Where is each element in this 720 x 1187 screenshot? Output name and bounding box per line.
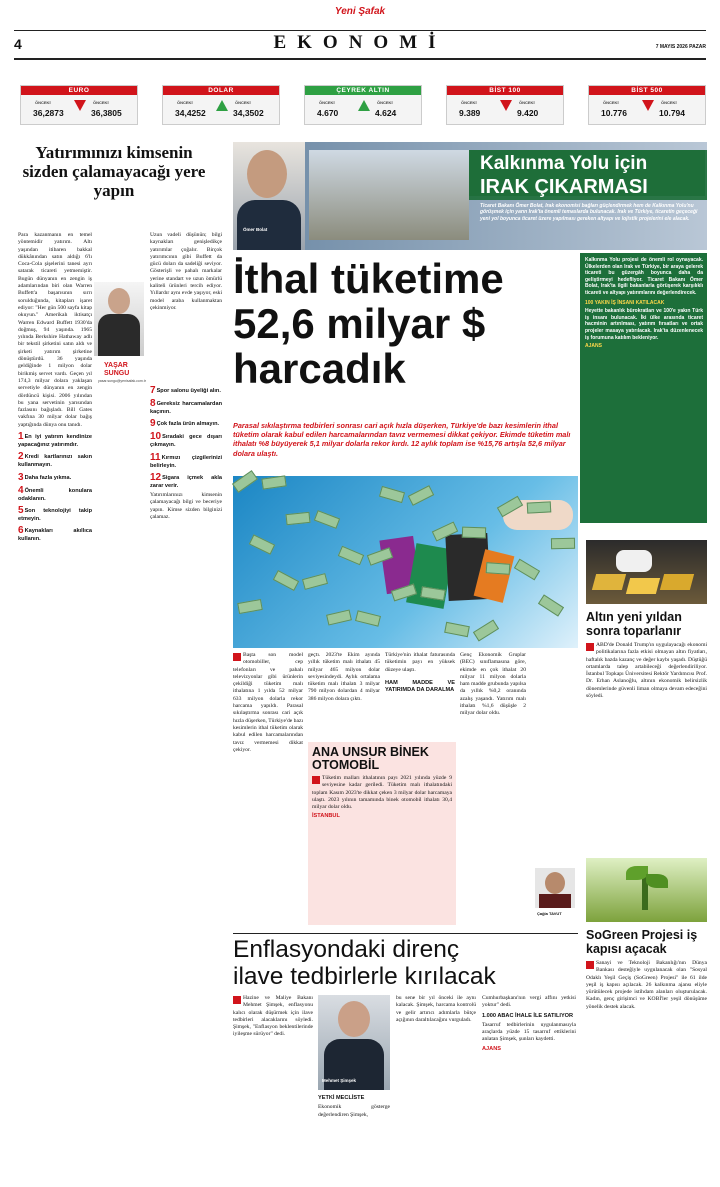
tip-item bbox=[18, 525, 92, 543]
car-box-text: Tüketim malları ithalatının payı 2021 yılında yüzde 9 seviyesine kadar geriledi. Tüketim malı ithalatındaki toplam Kasım 2023'te dikkat çeken 3 milyar dolar harcamaya ulaştı. 2023 yılının tamamında binek otomobil ithalatı 30,4 milyar dolar oldu. bbox=[312, 775, 452, 811]
market-box bbox=[588, 85, 706, 125]
banknote bbox=[249, 534, 275, 554]
banknote bbox=[314, 510, 340, 529]
arrow-up-icon bbox=[216, 100, 228, 111]
banknote bbox=[486, 562, 511, 575]
side-subhead: 100 YAKIN İŞ İNSANI KATILACAK bbox=[585, 299, 665, 306]
market-curr-label: ÖNCEKİ bbox=[377, 100, 393, 105]
tip-number: 3 bbox=[18, 471, 24, 483]
banknote bbox=[379, 486, 405, 503]
tip-number: 6 bbox=[18, 525, 24, 537]
simsek-photo bbox=[318, 995, 390, 1090]
banner-title-2: IRAK ÇIKARMASI bbox=[480, 176, 648, 198]
inflation-col-4 bbox=[482, 995, 576, 1175]
market-curr-value: 10.794 bbox=[659, 108, 685, 118]
banknote bbox=[273, 570, 299, 591]
market-prev-label: ÖNCEKİ bbox=[461, 100, 477, 105]
page-number: 4 bbox=[14, 36, 22, 52]
market-box bbox=[304, 85, 422, 125]
author-email: yasar.sungu@yenisafak.com.tr bbox=[98, 379, 146, 383]
market-prev-value: 10.776 bbox=[601, 108, 627, 118]
column-body-2: Uzun vadeli düşünün; bilgi kaynakları genişledikçe yatırımlar çoğalır. Birçok yatırımcının gibi Buffett da gücü doları da sadeliği seviyor. Gösterişli ve pahalı markalar yerine standart ve uzun ömürlü kaliteli ürünleri tercih ediyor. Yıllardır aynı evde yaşıyor, eski model araba kullanmaktan çekinmiyor. bbox=[150, 232, 222, 311]
sogreen-photo bbox=[586, 858, 707, 922]
sogreen-title: SoGreen Projesi iş kapısı açacak bbox=[586, 928, 698, 956]
lead-body-col-2 bbox=[308, 652, 380, 738]
tip-text: Kaynakları akıllıca kullanın. bbox=[18, 528, 92, 543]
tip-text: Kredi kartlarınızı sakın kullanmayın. bbox=[18, 454, 92, 469]
banknote bbox=[462, 527, 486, 539]
lead-body-1: Başta son model otomobiller, cep telefonları ve pahalı televizyonlar gibi ürünlerin çekildiği tüketim malı ithalatına 1 yılda 52 milyar 633 milyon dolarla rekor harcama yapıldı. Parasal sıkılaştırma sonrası cari açık hızla düşerken, Türkiye'de bazı kesimlerin ithal tüketim olarak kabul edilen harcamalarından tavız vermemesi dikkat çekiyor. bbox=[233, 652, 303, 753]
market-prev-label: ÖNCEKİ bbox=[319, 100, 335, 105]
market-prev-value: 34,4252 bbox=[175, 108, 206, 118]
tip-text: Önemli konulara odaklanın. bbox=[18, 487, 92, 502]
tip-number: 2 bbox=[18, 451, 24, 463]
arrow-down-icon bbox=[74, 100, 86, 111]
issue-date: 7 MAYIS 2026 PAZAR bbox=[655, 44, 706, 50]
inflation-body-2: bu sene bir yıl önceki ile aynı kalacak. Şimşek, harcama kontrolü ve gelir artırıcı adımlarla bütçe açığının daraltılacağını vurguladı. bbox=[396, 995, 476, 1023]
market-prev-label: ÖNCEKİ bbox=[603, 100, 619, 105]
tip-text: Kırmızı çizgilerinizi belirleyin. bbox=[150, 454, 222, 469]
banknote bbox=[538, 594, 564, 616]
market-curr-value: 36,3805 bbox=[91, 108, 122, 118]
inflation-body-3: Ekonomik gösterge değerlendiren Şimşek, bbox=[318, 1104, 390, 1118]
column-title: Yatırımınızı kimsenin sizden çalamayacağı yere yapın bbox=[22, 143, 206, 200]
inflation-byline: AJANS bbox=[482, 1045, 501, 1052]
lead-subhead-1: HAM MADDE VE YATIRIMDA DA DARALMA bbox=[385, 679, 455, 694]
market-curr-label: ÖNCEKİ bbox=[661, 100, 677, 105]
column-body-right-top bbox=[150, 232, 222, 311]
tip-item bbox=[150, 431, 222, 449]
tip-item bbox=[150, 472, 222, 490]
arrow-down-icon bbox=[500, 100, 512, 111]
arrow-up-icon bbox=[358, 100, 370, 111]
banknote bbox=[237, 599, 263, 614]
tips-list-2 bbox=[150, 385, 222, 490]
market-curr-value: 34,3502 bbox=[233, 108, 264, 118]
gold-content bbox=[586, 642, 707, 812]
lead-body-col-4 bbox=[460, 652, 526, 907]
lead-body-4: Genç Ekonomik Gruplar (BEC) sınıflamasına göre, ekimde en çok ithalat 20 milyar 11 milyon dolarla ham madde grubunda yapılsa da yıllık %0,2 oranında azalış yaşandı. Yatırım malı ithalatı %1,6 düşüşle 2 milyar dolar oldu. bbox=[460, 652, 526, 717]
sogreen-content bbox=[586, 960, 707, 1175]
lead-body-col-3 bbox=[385, 652, 455, 738]
tip-text: En iyi yatırım kendinize yapacağınız yatırımdır. bbox=[18, 434, 92, 449]
tip-number: 10 bbox=[150, 431, 162, 443]
inflation-body-1: Hazine ve Maliye Bakanı Mehmet Şimşek, enflasyonu kalıcı olarak düşürmek için ilave tedbirleri alacaklarını söyledi. Şimşek, "Enflasyon beklentilerinde iyileşme sürüyor" dedi. bbox=[233, 995, 313, 1038]
banknote bbox=[355, 610, 381, 626]
side-box-content bbox=[585, 257, 703, 519]
tip-text: Daha fazla yıkma. bbox=[24, 474, 72, 481]
car-box-byline: İSTANBUL bbox=[312, 813, 340, 820]
tip-number: 7 bbox=[150, 385, 156, 396]
column-final: Yatırımlarınızı kimsenin çalamayacağı bilgi ve beceriye yapın. Kimse sizden bilginizi çalamaz. bbox=[150, 492, 222, 521]
banknote bbox=[551, 538, 575, 549]
banknote bbox=[408, 485, 434, 506]
tip-text: Sigara içmek akla zarar verir. bbox=[150, 474, 222, 489]
inflation-title-2: ilave tedbirlerle kırılacak bbox=[233, 963, 496, 990]
side-byline: AJANS bbox=[585, 343, 602, 350]
market-prev-label: ÖNCEKİ bbox=[35, 100, 51, 105]
tip-number: 4 bbox=[18, 484, 24, 496]
reporter-photo bbox=[535, 868, 575, 908]
column-body-right bbox=[150, 385, 222, 1185]
money-photo bbox=[233, 476, 578, 648]
tip-item bbox=[18, 505, 92, 523]
market-curr-value: 9.420 bbox=[517, 108, 539, 118]
market-curr-value: 4.624 bbox=[375, 108, 397, 118]
reporter-name: Çağla TAVUT bbox=[537, 911, 562, 916]
market-prev-value: 9.389 bbox=[459, 108, 481, 118]
inflation-col-2 bbox=[318, 1095, 390, 1175]
masthead-rule bbox=[14, 30, 706, 31]
tip-item bbox=[150, 398, 222, 416]
tip-text: Spor salonu üyeliği alın. bbox=[156, 388, 221, 394]
tip-text: Son teknolojiyi takip etmeyin. bbox=[18, 507, 92, 522]
side-text-2: Heyette bakanlık bürokratları ve 100'e yakın Türk iş insanı bulunacak. İki ülke arasında ticaret hacminin artırılması, yatırım fırsatları ve ortak projeler masaya yatırılacak. Irak'ta düzenlenecek iş forumuna katılım bekleniyor. bbox=[585, 308, 703, 341]
lead-body-col-1 bbox=[233, 652, 303, 927]
column-body-left bbox=[18, 232, 92, 1187]
market-name: DOLAR bbox=[163, 86, 279, 95]
gold-title: Altın yeni yıldan sonra toparlanır bbox=[586, 610, 682, 638]
banner-photo-caption: Ömer Bolat bbox=[243, 227, 268, 232]
banknote bbox=[514, 559, 540, 581]
lead-body-2: geçtı. 2023'te Ekim ayında yıllık tüketim malı ithalatı 45 milyar 465 milyon dolar seviyesindeydi. Aylık ortalama tüketim malı ithalatı 3 milyar 790 milyon dolardan 4 milyar 386 milyon dolara çıktı. bbox=[308, 652, 380, 702]
market-name: ÇEYREK ALTIN bbox=[305, 86, 421, 95]
gold-photo bbox=[586, 540, 707, 604]
brand-logo: Yeni Şafak bbox=[334, 6, 386, 17]
author-name: YAŞAR SUNGU bbox=[104, 362, 130, 377]
market-box bbox=[162, 85, 280, 125]
banknote bbox=[338, 546, 364, 566]
inflation-headline bbox=[233, 936, 578, 990]
banner-title-1: Kalkınma Yolu için bbox=[480, 153, 648, 174]
market-curr-label: ÖNCEKİ bbox=[235, 100, 251, 105]
masthead-bottom-rule bbox=[14, 58, 706, 60]
tip-text: Gereksiz harcamalardan kaçının. bbox=[150, 401, 222, 415]
gold-text: ABD'de Donald Trump'ın uygulayacağı ekonomi politikalarına fazla etkisi olmayan altın fiyatları, haftalık bazda kazanç ve değer kaybı yaşadı. Düştüğü ortamlarda talep artabileceği değerlendiriliyor. İstanbul Topkapı Üniversitesi Rektör Yardımcısı Prof. Dr. Erhan Aslanoğlu, altının ekonomik belirsizlik dönemlerinde güvenli liman olmaya devam edeceğini söyledi. bbox=[586, 642, 707, 700]
inflation-subhead: YETKİ MECLİSTE bbox=[318, 1095, 365, 1101]
market-name: BİST 500 bbox=[589, 86, 705, 95]
tip-number: 9 bbox=[150, 418, 156, 430]
market-prev-value: 4.670 bbox=[317, 108, 339, 118]
inflation-body-5: Tasarruf tedbirlerinin uygulanmasıyla araçlarda yüzde 15 tasarruf ettiklerini anlatan Şimşek, şunları kaydetti. bbox=[482, 1021, 576, 1043]
tip-item bbox=[18, 451, 92, 469]
market-box bbox=[20, 85, 138, 125]
banknote bbox=[232, 470, 258, 493]
banner-text: Ticaret Bakanı Ömer Bolat, Irak ekonomisi bağları güçlendirmek hem de Kalkınma Yolu'nu görüşmek için yarın Irak'ta önemli temaslarda bulunacak. Irak ve Türkiye, ticaretin geçeceği yeni yol boyunca ticaret üzere yapılması gereken altyapı ve lojistik projelerini ele alacak. bbox=[480, 203, 698, 222]
tip-item bbox=[18, 472, 92, 483]
inflation-body-4: Cumhurbaşkanı'nın vergi affını yetkisi yoktur" dedi. bbox=[482, 995, 576, 1009]
simsek-photo-caption: Mehmet Şimşek bbox=[322, 1078, 357, 1083]
author-photo bbox=[94, 282, 144, 356]
tip-text: Çok fazla ürün almayın. bbox=[156, 421, 220, 428]
sogreen-text: Sanayi ve Teknoloji Bakanlığı'nın Dünya Bankası desteğiyle uygulanacak olan "Sosyal Odaklı Yeşil Geçiş (SoGreen) Projesi" ile 61 ilde yeşil iş kapısı açılacak. 26 kalkınma ajansı eliyle yürütülecek projede istihdam alanları oluşturulacak. Kadın, genç girişimci ve KOBİ'ler yeşil dönüşüme yönelik destek alacak. bbox=[586, 960, 707, 1010]
banknote bbox=[285, 512, 310, 525]
inflation-subhead-2: 1.000 ABAC İHALE İLE SATILIYOR bbox=[482, 1012, 574, 1019]
banknote bbox=[527, 501, 552, 513]
market-prev-label: ÖNCEKİ bbox=[177, 100, 193, 105]
banknote bbox=[473, 619, 499, 641]
car-box-title: ANA UNSUR BİNEK OTOMOBİL bbox=[312, 745, 429, 772]
market-curr-label: ÖNCEKİ bbox=[519, 100, 535, 105]
tip-number: 8 bbox=[150, 398, 156, 409]
market-name: BİST 100 bbox=[447, 86, 563, 95]
car-box-content bbox=[312, 775, 452, 921]
column-body-1: Para kazanmanın en temel yöntemidir yatırım. Altı yaşından itibaren bakkal dükkânından satın aldığı 6'lı Coca-Cola şişelerini tanesi ayrı satarak ticareti yetmemiştir. Bugün dünyanın en zengin iş adamlarından biri olan Warren Buffett'a başarısının sırrı sorulduğunda, kitapları işaret ediyor: "Her gün 500 sayfa kitap okuyun." Amerikalı iktisatçı Warren Edward Buffett 1930'da doğmuş, 94 yaşında. 1965 yılında Berkshire Hathaway adlı bir tekstil şirketini satın aldı ve şirketi yatırım şirketine dönüştürdü. 36 yaşında geldiğinde 1 milyon dolar birikmiş servet vardı. Geçen yıl 174,3 milyar dolara yaklaşan servetiyle dünyanın en zengin dördüncü kişisi. 2006 yılından bu yana servetinin yarısından fazlasını bağışladı. Bill Gates vakfına 30 milyar dolar bağış yaptığında dünya onu tanıdı. bbox=[18, 232, 92, 428]
main-headline: İthal tüketime 52,6 milyar $ harcadık bbox=[233, 255, 504, 392]
inflation-col-3 bbox=[396, 995, 476, 1175]
tip-item bbox=[150, 418, 222, 429]
banknote bbox=[326, 609, 352, 625]
tip-number: 1 bbox=[18, 431, 24, 443]
section-title: EKONOMİ bbox=[273, 32, 447, 53]
banknote bbox=[261, 475, 286, 489]
market-prev-value: 36,2873 bbox=[33, 108, 64, 118]
market-name: EURO bbox=[21, 86, 137, 95]
banknote bbox=[444, 622, 470, 637]
tip-item bbox=[18, 431, 92, 449]
market-box bbox=[446, 85, 564, 125]
tip-number: 12 bbox=[150, 471, 162, 483]
tip-item bbox=[150, 452, 222, 470]
tips-list-1 bbox=[18, 431, 92, 543]
side-text: Kalkınma Yolu projesi de önemli rol oynayacak. Ülkelerden olan Irak ve Türkiye, bir araya gelerek ticareti bu güzergâh boyunca daha da geliştirmeyi hedefliyor. Ticaret Bakanı Ömer Bolat, Irak'ta ilgili bakanlarla görüşerek karşılıklı ticareti ve altyapı yatırımlarını değerlendirecek. bbox=[585, 257, 703, 296]
inflation-title-1: Enflasyondaki direnç bbox=[233, 936, 460, 963]
tip-number: 11 bbox=[150, 451, 161, 463]
banknote bbox=[302, 573, 328, 590]
inflation-rule bbox=[233, 933, 578, 934]
lead-body-3: Türkiye'nin ithalat faturasında tüketimin payı en yüksek düzeye ulaştı. bbox=[385, 652, 455, 673]
tip-item bbox=[18, 485, 92, 503]
tip-text: Sıradaki gece dışarı çıkmayın. bbox=[150, 434, 222, 449]
inflation-col-1 bbox=[233, 995, 313, 1175]
tip-item bbox=[150, 385, 222, 396]
tip-number: 5 bbox=[18, 504, 24, 516]
market-curr-label: ÖNCEKİ bbox=[93, 100, 109, 105]
arrow-down-icon bbox=[642, 100, 654, 111]
main-deck: Parasal sıkılaştırma tedbirleri sonrası cari açık hızla düşerken, Türkiye'de bazı kesimlerin ithal tüketim olarak kabul edilen harcamalarından tavız vermemesi dikkat çekiyor. Ekimde tüketim malı ithalatı %8 büyüyerek 5,1 milyar dolarla rekor kırdı. 12 aylık toplam ise %15,76 artışla 52,6 milyar dolara ulaştı. bbox=[233, 421, 571, 458]
